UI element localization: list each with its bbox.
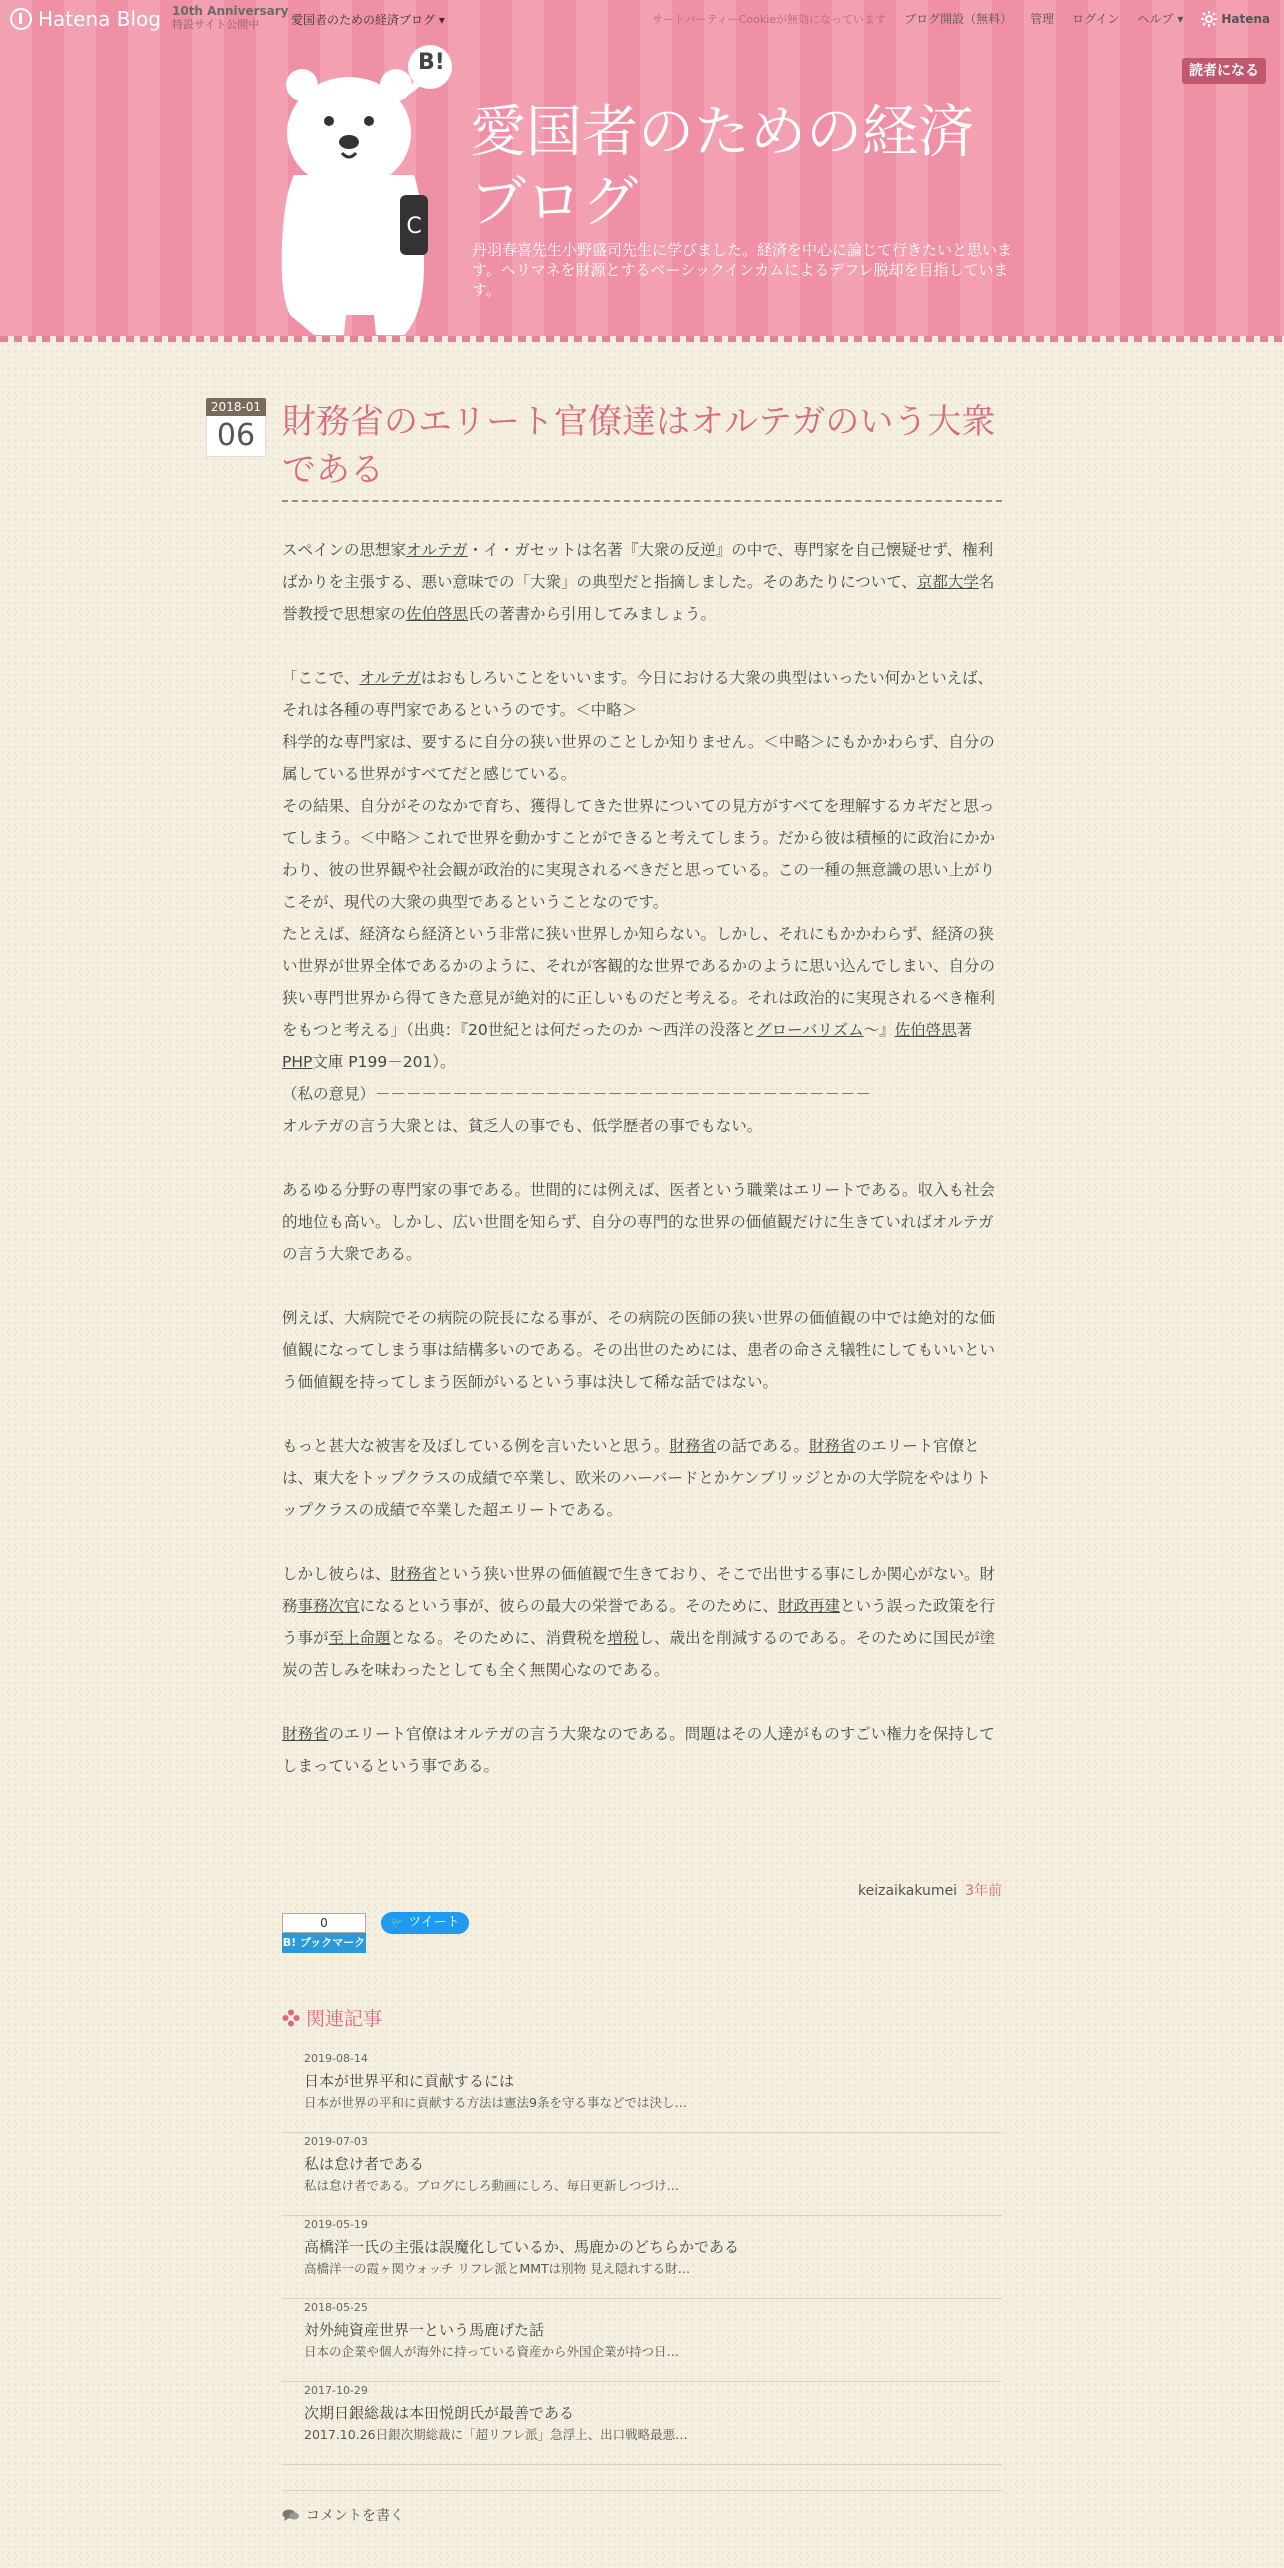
keyword-link[interactable]: 財務省 <box>282 1725 329 1743</box>
text: の話である。 <box>716 1437 810 1455</box>
keyword-link[interactable]: オルテガ <box>406 541 468 559</box>
text: もっと甚大な被害を及ぼしている例を言いたいと思う。 <box>282 1437 670 1455</box>
blog-description: 丹羽春喜先生小野盛司先生に学びました。経済を中心に論じて行きたいと思います。ヘリマネを財源とするベーシックインカムによるデフレ脱却を目指しています。 <box>472 241 1013 299</box>
author-name[interactable]: keizaikakumei <box>858 1883 958 1899</box>
keyword-link[interactable]: 佐伯啓思 <box>406 605 469 623</box>
keyword-link[interactable]: 増税 <box>607 1629 639 1647</box>
twitter-bird-icon: 🐦 <box>390 1916 405 1929</box>
text: のエリート官僚はオルテガの言う大衆なのである。問題はその人達がものすごい権力を保持してしまっているという事である。 <box>282 1725 995 1775</box>
hatena-gear-icon <box>1201 11 1217 27</box>
related-excerpt: 私は怠け者である。ブログにしろ動画にしろ、毎日更新しつづけ… <box>304 2178 680 2193</box>
related-item[interactable] <box>282 2050 1002 2133</box>
entry-date-day: 06 <box>206 416 266 457</box>
text: のエリート官僚とは、東大をトップクラスの成績で卒業し、欧米のハーバードとかケンブリッジとかの大学院をやはりトップクラスの成績で卒業した超エリートである。 <box>282 1437 991 1519</box>
related-title[interactable]: 高橋洋一氏の主張は誤魔化しているか、馬鹿かのどちらかである <box>304 2238 740 2256</box>
related-heading-text: 関連記事 <box>306 2008 383 2030</box>
hatena-bookmark-button[interactable] <box>282 1913 366 1953</box>
keyword-link[interactable]: グローバリズム <box>756 1021 864 1039</box>
entry-date-year-month: 2018-01 <box>206 398 266 416</box>
paragraph: あるゆる分野の専門家の事である。世間的には例えば、医者という職業はエリートである。収入も社会的地位も高い。しかし、広い世間を知らず、自分の専門的な世界の価値観だけに生きていればオルテガの言う大衆である。 <box>282 1181 996 1263</box>
keyword-link[interactable]: PHP <box>282 1053 313 1071</box>
related-title[interactable]: 対外純資産世界一という馬鹿げた話 <box>304 2321 545 2339</box>
open-blog-link[interactable]: ブログ開設（無料） <box>904 12 1013 26</box>
related-articles-list <box>282 2050 1002 2465</box>
quote-paragraph: 科学的な専門家は、要するに自分の狭い世界のことしか知りません。＜中略＞にもかかわらず、自分の属している世界がすべてだと感じている。 <box>282 733 995 783</box>
anniversary-subtitle: 特設サイト公開中 <box>172 18 260 31</box>
flower-icon <box>282 2009 300 2027</box>
keyword-link[interactable]: 財政再建 <box>778 1597 841 1615</box>
tweet-button[interactable] <box>381 1912 469 1934</box>
related-excerpt: 日本が世界の平和に貢献する方法は憲法9条を守る事などでは決し… <box>304 2095 687 2110</box>
text: 「ここで、 <box>282 669 360 687</box>
quote-paragraph: その結果、自分がそのなかで育ち、獲得してきた世界についての見方がすべてを理解するカギだと思ってしまう。＜中略＞これで世界を動かすことができると考えてしまう。だから彼は積極的に政治にかかわり、彼の世界観や社会観が政治的に実現されるべきだと思っている。この一種の無意識の思い上がりこそが、現代の大衆の典型であるということなのです。 <box>282 797 996 911</box>
paragraph: オルテガの言う大衆とは、貧乏人の事でも、低学歴者の事でもない。 <box>282 1117 763 1135</box>
related-articles-heading <box>282 2004 382 2031</box>
related-item[interactable] <box>282 2299 1002 2382</box>
paragraph <box>282 534 1002 630</box>
hatena-blog-logo-icon <box>10 8 32 30</box>
subscribe-button[interactable]: 読者になる <box>1182 58 1266 84</box>
text: ～』 <box>863 1021 895 1039</box>
keyword-link[interactable]: 財務省 <box>809 1437 856 1455</box>
anniversary-title: 10th Anniversary <box>172 4 289 18</box>
related-item[interactable] <box>282 2216 1002 2299</box>
text: 氏の著書から引用してみましょう。 <box>468 605 717 623</box>
keyword-link[interactable]: 財務省 <box>669 1437 717 1455</box>
text: 文庫 P199－201）。 <box>312 1053 456 1071</box>
comment-bubbles-icon <box>282 2508 300 2522</box>
related-excerpt: 2017.10.26日銀次期総裁に「超リフレ派」急浮上、出口戦略最悪… <box>304 2427 688 2442</box>
text: し、歳出を削減するのである。そのために国民が塗炭の苦しみを味わったとしても全く無関心なのである。 <box>282 1629 996 1679</box>
keyword-link[interactable]: 事務次官 <box>297 1597 360 1615</box>
svg-text:C: C <box>406 214 422 239</box>
text: たとえば、経済なら経済という非常に狭い世界しか知らない。しかし、それにもかかわらず、経済の狭い世界が世界全体であるかのように、それが客観的な世界であるかのように思い込んでしまい、自分の狭い専門世界から得てきた意見が絶対的に正しいものだと考える。それは政治的に実現されるべき権利をもつと考える」（出典：『20世紀とは何だったのか ～西洋の没落と <box>282 925 996 1039</box>
entry-date-badge[interactable] <box>206 398 266 457</box>
write-comment-label: コメントを書く <box>306 2508 404 2524</box>
text: しかし彼らは、 <box>282 1565 391 1583</box>
anniversary-banner[interactable] <box>172 4 289 32</box>
hatena-global-header <box>0 0 1284 38</box>
global-header-links <box>652 10 1270 27</box>
keyword-link[interactable]: 佐伯啓思 <box>894 1021 957 1039</box>
text: という誤った政策を行う事が <box>282 1597 996 1647</box>
blog-title[interactable]: 愛国者のための経済ブログ <box>470 100 974 235</box>
bookmark-label: B! ブックマーク <box>282 1933 366 1953</box>
hatena-blog-logo-text: Hatena Blog <box>38 7 161 31</box>
text: スペインの思想家 <box>282 541 407 559</box>
hatena-menu[interactable] <box>1201 11 1270 27</box>
keyword-link[interactable]: 財務省 <box>390 1565 438 1583</box>
related-item[interactable] <box>282 2382 1002 2465</box>
text: になるという事が、彼らの最大の栄誉である。そのために、 <box>359 1597 779 1615</box>
text: という狭い世界の価値観で生きており、そこで出世する事にしか関心がない。財務 <box>282 1565 996 1615</box>
entry-body <box>282 534 1002 1782</box>
write-comment-link[interactable] <box>282 2505 404 2525</box>
related-date: 2017-10-29 <box>304 2384 368 2397</box>
related-excerpt: 高橋洋一の霞ヶ関ウォッチ リフレ派とMMTは別物 見え隠れする財… <box>304 2261 691 2276</box>
login-link[interactable]: ログイン <box>1072 12 1120 26</box>
divider <box>282 2490 1002 2491</box>
keyword-link[interactable]: オルテガ <box>359 669 421 687</box>
related-title[interactable]: 日本が世界平和に貢献するには <box>304 2072 515 2090</box>
related-title[interactable]: 次期日銀総裁は本田悦朗氏が最善である <box>304 2404 575 2422</box>
text: ・イ・ガセットは名著『大衆の反逆』の中で、専門家を自己懐疑せず、権利ばかりを主張する、悪い意味での「大衆」の典型だと指摘しました。そのあたりについて、 <box>282 541 994 591</box>
paragraph <box>282 1558 1002 1686</box>
cookie-notice[interactable]: サードパーティーCookieが無効になっています <box>651 12 887 26</box>
text: はおもしろいことをいいます。今日における大衆の典型はいったい何かといえば、それは各種の専門家であるというのです。＜中略＞ <box>282 669 994 719</box>
text: となる。そのために、消費税を <box>390 1629 608 1647</box>
paragraph <box>282 1430 1002 1526</box>
blog-menu-dropdown[interactable]: 愛国者のための経済ブログ ▾ <box>291 13 445 27</box>
entry-author-line <box>282 1880 1002 1900</box>
keyword-link[interactable]: 至上命題 <box>328 1629 391 1647</box>
text: 名誉教授で思想家の <box>282 573 995 623</box>
related-date: 2018-05-25 <box>304 2301 368 2314</box>
blog-header <box>0 0 1284 336</box>
polar-bear-mascot-icon <box>274 45 474 337</box>
hatena-blog-logo[interactable] <box>10 7 161 31</box>
related-date: 2019-05-19 <box>304 2218 368 2231</box>
speech-bubble-text: B! <box>418 50 445 75</box>
entry-time-ago[interactable]: 3年前 <box>965 1883 1002 1899</box>
related-excerpt: 日本の企業や個人が海外に持っている資産から外国企業が持つ日… <box>304 2344 680 2359</box>
bookmark-count: 0 <box>282 1913 366 1933</box>
manage-link[interactable]: 管理 <box>1030 12 1055 26</box>
hatena-label: Hatena <box>1221 11 1270 26</box>
related-date: 2019-07-03 <box>304 2135 368 2148</box>
related-item[interactable] <box>282 2133 1002 2216</box>
paragraph <box>282 1718 1002 1782</box>
keyword-link[interactable]: 京都大学 <box>916 573 979 591</box>
related-date: 2019-08-14 <box>304 2052 368 2065</box>
text: 著 <box>956 1021 973 1039</box>
related-title[interactable]: 私は怠け者である <box>304 2155 425 2173</box>
tweet-label: ツイート <box>408 1915 460 1930</box>
opinion-heading: （私の意見）－－－－－－－－－－－－－－－－－－－－－－－－－－－－－－－－ <box>282 1085 872 1103</box>
quote-paragraph <box>282 918 1002 1078</box>
quote-paragraph <box>282 662 1002 726</box>
help-menu[interactable]: ヘルプ ▾ <box>1137 12 1184 26</box>
paragraph: 例えば、大病院でその病院の院長になる事が、その病院の医師の狭い世界の価値観の中では絶対的な価値観になってしまう事は結構多いのである。その出世のためには、患者の命さえ犠牲にしてもいいという価値観を持ってしまう医師がいるという事は決して稀な話ではない。 <box>282 1309 996 1391</box>
entry-title[interactable]: 財務省のエリート官僚達はオルテガのいう大衆である <box>282 398 1002 502</box>
